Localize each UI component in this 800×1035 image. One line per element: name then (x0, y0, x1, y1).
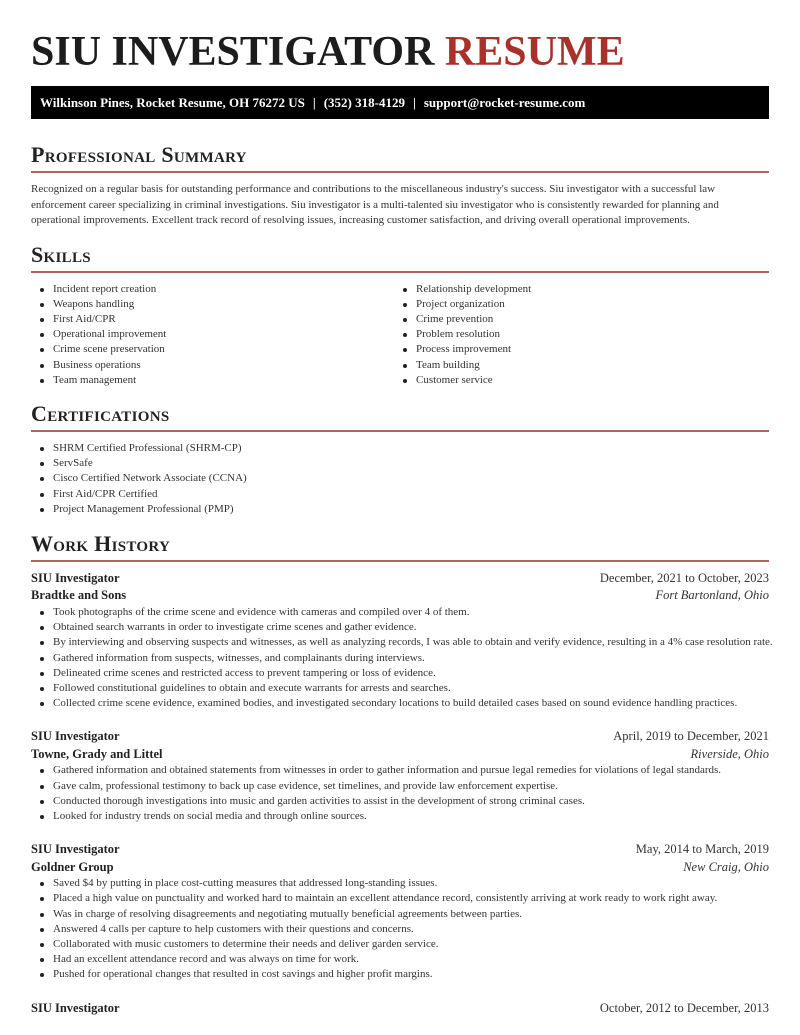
contact-separator: | (412, 95, 416, 110)
skill-item: Project organization (394, 297, 757, 312)
skill-item: Problem resolution (394, 327, 757, 342)
skill-item: Process improvement (394, 342, 757, 357)
job-bullet: By interviewing and observing suspects and witnesses, as well as analyzing records, I was able to obtain and verify evidence, resulting in a 4% case resolution rate. (31, 635, 769, 650)
job-bullet: Saved $4 by putting in place cost-cutting measures that addressed long-standing issues. (31, 876, 769, 891)
job-location: New Craig, Ohio (683, 859, 769, 874)
job-entry (31, 570, 773, 711)
job-bullet: Collected crime scene evidence, examined bodies, and investigated secondary locations to build detailed cases based on sound evidence handling practices. (31, 696, 769, 711)
job-bullet: Gave calm, professional testimony to back up case evidence, set timelines, and provide law enforcement expertise. (31, 779, 769, 794)
job-bullet-list (31, 763, 769, 824)
job-bullet: Gathered information from suspects, witnesses, and complainants during interviews. (31, 651, 769, 666)
skill-item: Incident report creation (31, 282, 394, 297)
resume-page (31, 0, 773, 1017)
job-entry (31, 1000, 769, 1018)
job-header-row (31, 1000, 769, 1018)
summary-section (31, 142, 769, 229)
job-company-row (31, 746, 769, 764)
job-title: SIU Investigator (31, 729, 120, 744)
job-bullet: Took photographs of the crime scene and evidence with cameras and compiled over 4 of them. (31, 605, 769, 620)
job-title: SIU Investigator (31, 570, 120, 585)
skill-item: Relationship development (394, 282, 757, 297)
title-accent: RESUME (444, 29, 625, 75)
job-bullet: Placed a high value on punctuality and worked hard to maintain an excellent attendance record, consistently arriving at work ready to work right away. (31, 891, 769, 906)
skill-item: Crime scene preservation (31, 342, 394, 357)
work-history-section (31, 530, 773, 1017)
job-bullet: Pushed for operational changes that resulted in cost savings and higher profit margins. (31, 967, 769, 982)
job-bullet: Had an excellent attendance record and was always on time for work. (31, 952, 769, 967)
job-bullet: Followed constitutional guidelines to obtain and execute warrants for arrests and searches. (31, 681, 769, 696)
skill-item: Team management (31, 373, 394, 388)
contact-phone: (352) 318-4129 (323, 95, 405, 110)
job-bullet: Conducted thorough investigations into music and garden activities to assist in the development of strong criminal cases. (31, 794, 769, 809)
work-history-heading: Work History (31, 530, 171, 556)
job-bullet-list (31, 876, 769, 982)
resume-title (31, 0, 769, 77)
certification-item: SHRM Certified Professional (SHRM-CP) (31, 441, 769, 456)
contact-separator: | (312, 95, 316, 110)
job-bullet: Collaborated with music customers to determine their needs and deliver garden service. (31, 937, 769, 952)
job-header-row (31, 570, 769, 588)
summary-text: Recognized on a regular basis for outstanding performance and contributions to the miscellaneous industry's success. Siu investigator with a successful law enforcement career specializing in criminal investigations. Siu investigator is a multi-talented siu investigator who is consistently rewarded for planning and operational improvements. Excellent track record of resolving issues, increasing customer satisfaction, and driving overall operational improvements. (31, 183, 719, 226)
section-divider (31, 560, 769, 562)
job-company: Goldner Group (31, 859, 114, 874)
certification-item: Cisco Certified Network Associate (CCNA) (31, 471, 769, 486)
skills-list-right (394, 282, 757, 388)
skill-item: Team building (394, 358, 757, 373)
section-divider (31, 171, 769, 173)
job-entry (31, 728, 769, 824)
job-dates: May, 2014 to March, 2019 (635, 842, 769, 857)
contact-address: Wilkinson Pines, Rocket Resume, OH 76272 US (40, 95, 305, 110)
job-bullet: Gathered information and obtained statements from witnesses in order to gather information and pursue legal remedies for violations of legal standards. (31, 763, 769, 778)
skill-item: Operational improvement (31, 327, 394, 342)
job-company-row (31, 859, 769, 877)
job-bullet: Looked for industry trends on social media and through online sources. (31, 809, 769, 824)
job-dates: October, 2012 to December, 2013 (599, 1000, 769, 1015)
job-dates: April, 2019 to December, 2021 (613, 729, 769, 744)
job-bullet: Delineated crime scenes and restricted access to prevent tampering or loss of evidence. (31, 666, 769, 681)
job-bullet: Was in charge of resolving disagreements and negotiating mutually beneficial agreements between parties. (31, 907, 769, 922)
job-title: SIU Investigator (31, 1000, 120, 1015)
job-header-row (31, 728, 769, 746)
job-company: Bradtke and Sons (31, 588, 127, 603)
certifications-heading: Certifications (31, 400, 170, 426)
certification-item: Project Management Professional (PMP) (31, 502, 769, 517)
summary-heading: Professional Summary (31, 142, 247, 167)
skill-item: Business operations (31, 358, 394, 373)
contact-bar (31, 86, 769, 119)
certifications-section (31, 401, 769, 517)
skills-columns (31, 282, 769, 388)
skill-item: Customer service (394, 373, 757, 388)
skills-section (31, 242, 769, 388)
job-location: Riverside, Ohio (690, 746, 769, 761)
job-bullet: Obtained search warrants in order to investigate crime scenes and gather evidence. (31, 620, 769, 635)
skills-heading: Skills (31, 241, 91, 267)
job-entry (31, 841, 769, 982)
job-location: Fort Bartonland, Ohio (655, 588, 769, 603)
section-divider (31, 271, 769, 273)
job-header-row (31, 841, 769, 859)
job-dates: December, 2021 to October, 2023 (599, 570, 769, 585)
contact-email: support@rocket-resume.com (423, 95, 586, 110)
certification-item: ServSafe (31, 456, 769, 471)
skill-item: First Aid/CPR (31, 312, 394, 327)
job-company: Towne, Grady and Littel (31, 746, 163, 761)
skill-item: Weapons handling (31, 297, 394, 312)
job-bullet-list (31, 605, 773, 711)
title-main: SIU INVESTIGATOR (31, 29, 435, 75)
job-title: SIU Investigator (31, 842, 120, 857)
job-company-row (31, 587, 769, 605)
skill-item: Crime prevention (394, 312, 757, 327)
skills-list-left (31, 282, 394, 388)
certifications-list (31, 441, 769, 517)
section-divider (31, 430, 769, 432)
certification-item: First Aid/CPR Certified (31, 487, 769, 502)
job-bullet: Answered 4 calls per capture to help customers with their questions and concerns. (31, 922, 769, 937)
